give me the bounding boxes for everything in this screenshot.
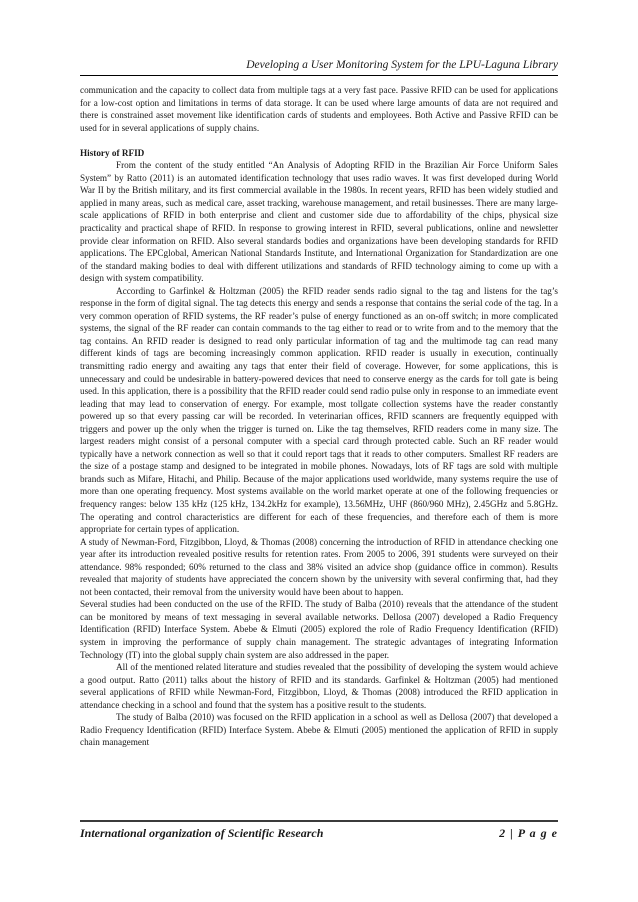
paragraph-7: The study of Balba (2010) was focused on the RFID application in a school as well as Dellosa (2007) that developed a Radio Frequency Identification (RFID) Interface System. Abebe & Elmuti (2005) mentioned the application of RFID in supply chain management [80, 712, 558, 748]
body-text [80, 84, 558, 749]
running-header: Developing a User Monitoring System for the LPU-Laguna Library [246, 59, 558, 71]
paragraph-5: Several studies had been conducted on the use of the RFID. The study of Balba (2010) reveals that the attendance of the student can be monitored by means of text messaging in several available networks. Dellosa (2007) developed a Radio Frequency Identification (RFID) Interface System. Abebe & Elmuti (2005) explored the role of Radio Frequency Identification (RFID) system in improving the performance of supply chain management. The strategic advantages of integrating Information Technology (IT) into the global supply chain system are also addressed in the paper. [80, 599, 558, 660]
paragraph-4: A study of Newman-Ford, Fitzgibbon, Lloyd, & Thomas (2008) concerning the introduction of RFID in attendance checking one year after its introduction revealed positive results for retention rates. From 2005 to 2006, 391 students were surveyed on their attendance. 98% responded; 60% returned to the class and 38% visited an advice shop (guidance office in common). Results revealed that majority of students have appreciated the concern shown by the university with several confirming that, had they not been contacted, their removal from the university would have been about to happen. [80, 536, 558, 597]
section-heading: History of RFID [80, 147, 145, 158]
page-footer [80, 826, 558, 841]
paragraph-2: From the content of the study entitled “An Analysis of Adopting RFID in the Brazilian Air Force Uniform Sales System” by Ratto (2011) is an automated identification technology that uses radio waves. It was first developed during World War II by the British military, and its first commercial available in the 1980s. In recent years, RFID has been widely studied and applied in many areas, such as medical care, asset tracking, warehouse management, and retail businesses. There are many large-scale applications of RFID in both enterprise and client and customer side due to affordability of the chips, physical size practicality and practical shape of RFID. In response to growing interest in RFID, several publications, online and newsletter provide clear information on RFID. Also several standards bodies and organizations have been developing standards for RFID applications. The EPCglobal, American National Standards Institute, and International Organization for Standardization are one of the standard making bodies to deal with different utilizations and standards of RFID technology aiming to come up with a design with system compatibility. [80, 160, 558, 284]
journal-name: International organization of Scientific Research [80, 826, 324, 840]
paragraph-3: According to Garfinkel & Holtzman (2005) the RFID reader sends radio signal to the tag and listens for the tag’s response in the form of digital signal. The tag detects this energy and sends a response that contains the serial code of the tag. In a very common operation of RFID systems, the RF reader’s pulse of energy functioned as an on-off switch; in more complicated systems, the signal of the RF reader can contain commands to the tag either to read or to write from and to the memory that the tag contains. An RFID reader is designed to read only particular information of tag and the multimode tag can read many different kinds of tags are becoming increasingly common application. RFID reader is usually in execution, continually transmitting radio energy and awaiting any tags that enter their field of coverage. However, for some applications, this is unnecessary and could be undesirable in battery-powered devices that need to conserve energy as the cards for toll gate is being used. In this application, there is a possibility that the RFID reader could send radio pulse only in response to an immediate event leading that may lead to conservation of energy. For example, most tollgate collection systems have the reader constantly powered up so that every passing car will be recorded. In veterinarian offices, RFID scanners are frequently equipped with triggers and power up the only when the trigger is turned on. Like the tag themselves, RFID readers come in many size. The largest readers might consist of a personal computer with a special card through protected cable. Such an RF reader would typically have a network connection as well so that it could report tags that it reads to other computers. Smallest RF readers are the size of a postage stamp and designed to be integrated in mobile phones. Nowadays, lots of RF tags are sold with multiple brands such as Mifare, Hitachi, and Philip. Because of the major applications used worldwide, many systems require the use of more than one operating frequency. Most systems available on the world market operate at one of the following frequencies or frequency ranges: below 135 kHz (125 kHz, 134.2kHz for example), 13.56MHz, UHF (860/960 MHz), 2.45GHz and 5.8GHz. The operating and control characteristics are different for each of these frequencies, and therefore each of them is more appropriate for certain types of application. [80, 285, 558, 535]
page-number: 2 | P a g e [499, 826, 558, 840]
paragraph-1: communication and the capacity to collect data from multiple tags at a very fast pace. Passive RFID can be used for applications for a low-cost option and limitations in terms of data storage. It can be used where large amounts of data are not required and there is constrained asset movement like identification cards of students and employees. Both Active and Passive RFID can be used for in several applications of supply chains. [80, 85, 558, 133]
header-rule [80, 75, 558, 76]
paragraph-6: All of the mentioned related literature and studies revealed that the possibility of developing the system would achieve a good output. Ratto (2011) talks about the history of RFID and its standards. Garfinkel & Holtzman (2005) had mentioned several applications of RFID while Newman-Ford, Fitzgibbon, Lloyd, & Thomas (2008) introduced the RFID application in attendance checking in a school and found that the system has a positive result to the students. [80, 662, 558, 710]
footer-rule [80, 820, 558, 822]
